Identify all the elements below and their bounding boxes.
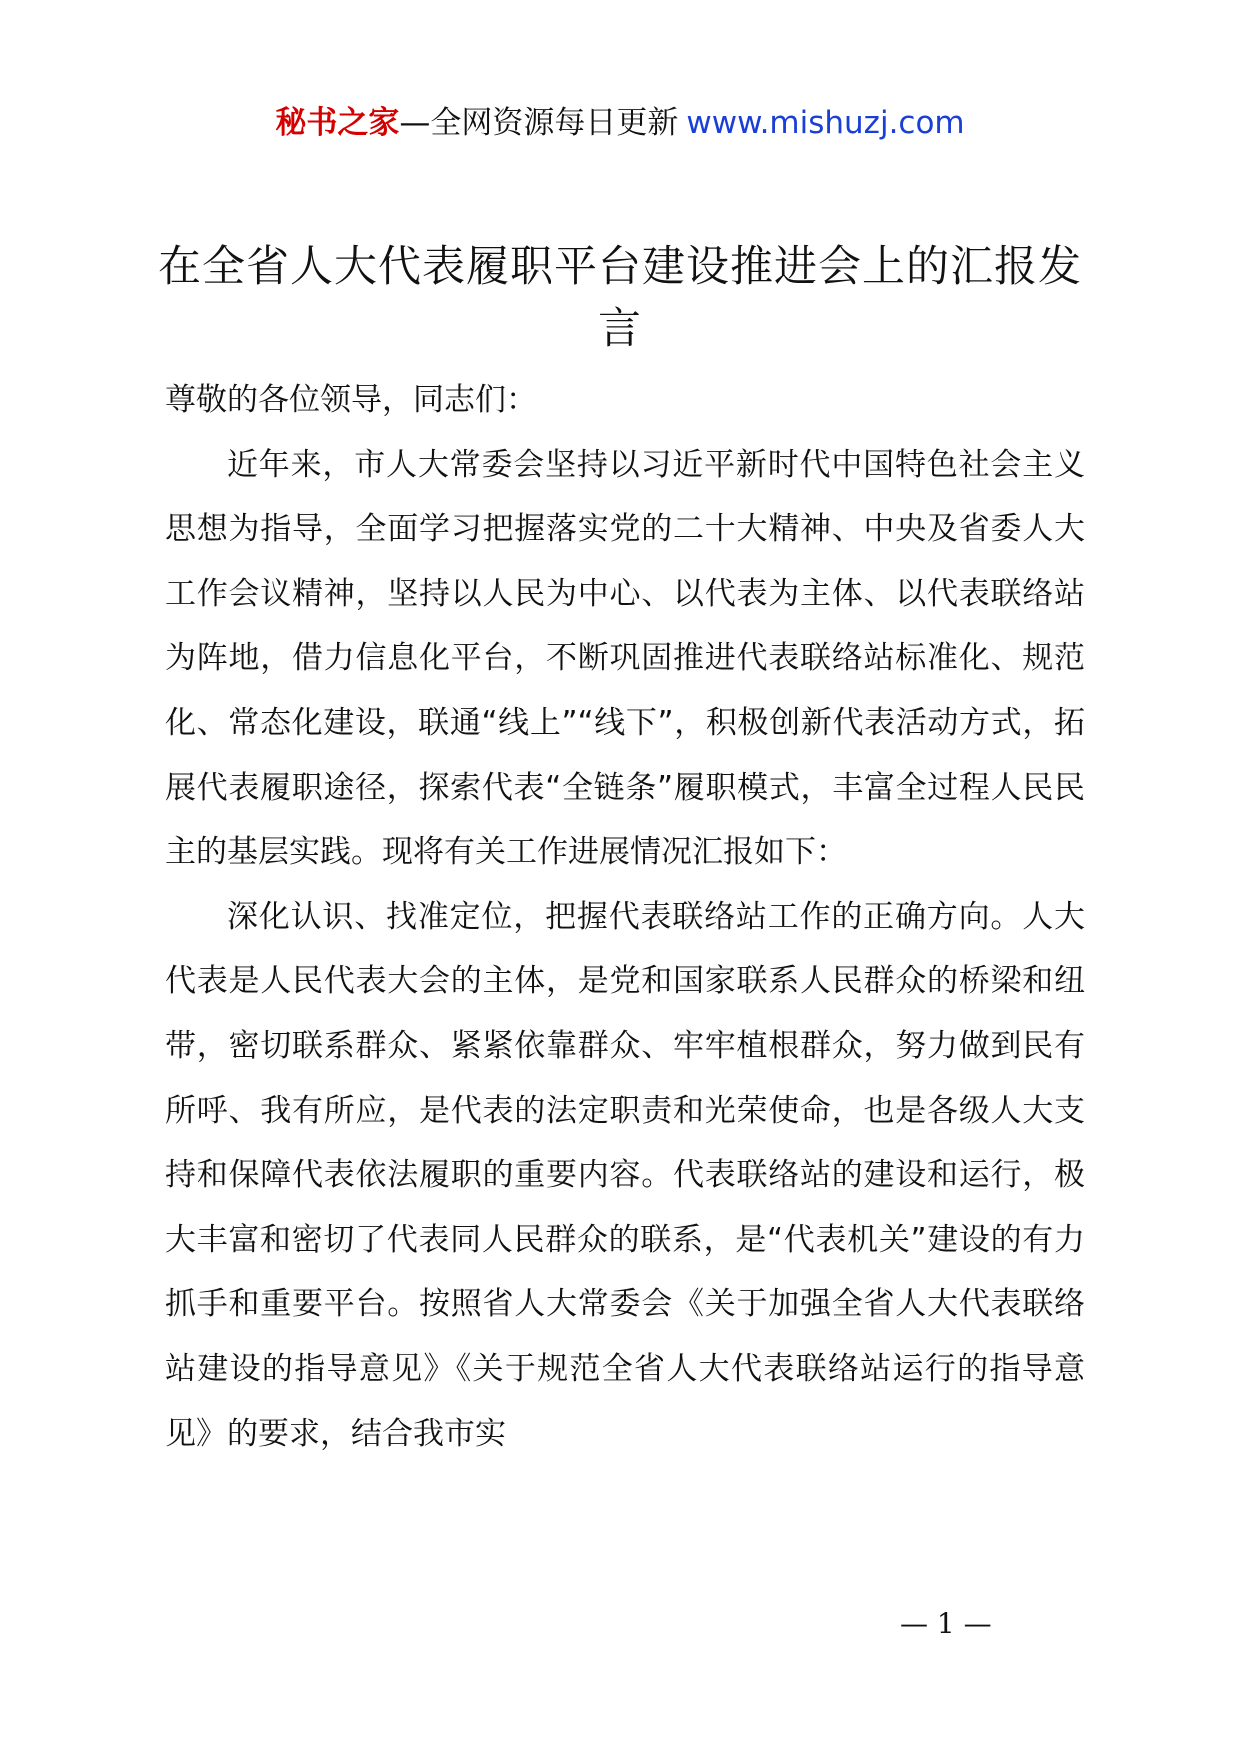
body-paragraph-1: 近年来，市人大常委会坚持以习近平新时代中国特色社会主义思想为指导，全面学习把握落实党的二十大精神、中央及省委人大工作会议精神，坚持以人民为中心、以代表为主体、以代表联络站为阵地，借力信息化平台，不断巩固推进代表联络站标准化、规范化、常态化建设，联通“线上”“线下”，积极创新代表活动方式，拓展代表履职途径，探索代表“全链条”履职模式，丰富全过程人民民主的基层实践。现将有关工作进展情况汇报如下：: [165, 446, 1085, 871]
site-brand: 秘书之家: [275, 105, 400, 141]
body-paragraph-2: 深化认识、找准定位，把握代表联络站工作的正确方向。人大代表是人民代表大会的主体，是党和国家联系人民群众的桥梁和纽带，密切联系群众、紧紧依靠群众、牢牢植根群众，努力做到民有所呼、我有所应，是代表的法定职责和光荣使命，也是各级人大支持和保障代表依法履职的重要内容。代表联络站的建设和运行，极大丰富和密切了代表同人民群众的联系，是“代表机关”建设的有力抓手和重要平台。按照省人大常委会《关于加强全省人大代表联络站建设的指导意见》《关于规范全省人大代表联络站运行的指导意见》的要求，结合我市实: [165, 898, 1085, 1452]
document-body: [165, 368, 1085, 1466]
site-slogan: —全网资源每日更新: [399, 105, 679, 141]
site-header: [0, 100, 1240, 146]
site-url-link[interactable]: www.mishuzj.com: [686, 105, 965, 141]
document-title: 在全省人大代表履职平台建设推进会上的汇报发言: [158, 242, 1082, 354]
salutation: 尊敬的各位领导，同志们：: [165, 382, 537, 418]
page-number: — 1 —: [900, 1607, 992, 1640]
